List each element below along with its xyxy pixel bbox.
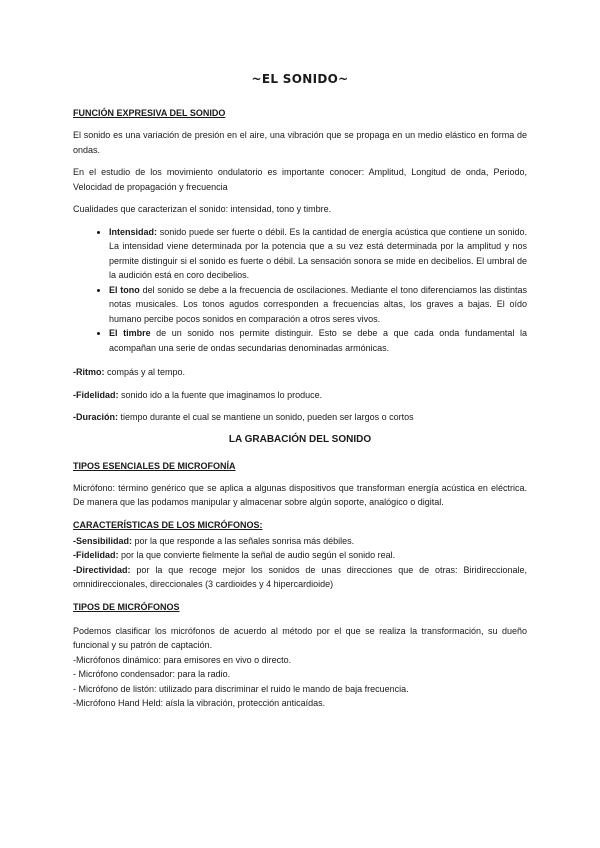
- paragraph-microfono: Micrófono: término genérico que se aplica a algunas dispositivos que transforman energía acústica en eléctrica. De manera que las podamos manipular y almacenar sobre algún soporte, analógico o digital.: [73, 482, 527, 507]
- term-sensibilidad: -Sensibilidad:: [73, 535, 133, 546]
- text-fidelidad: sonido ido a la fuente que imaginamos lo produce.: [118, 389, 323, 400]
- paragraph-ritmo: [73, 365, 527, 380]
- text-sensibilidad: por la que responde a las señales sonrisa más débiles.: [132, 535, 355, 546]
- paragraph-fidelidad: [73, 388, 527, 403]
- list-item-microfono: -Micrófono Hand Held: aísla la vibración, protección anticaídas.: [73, 698, 326, 708]
- term-timbre: El timbre: [109, 328, 151, 338]
- term-mic-fidelidad: -Fidelidad:: [73, 550, 119, 560]
- text-ritmo: compás y al tempo.: [104, 367, 186, 377]
- list-item-microfono: - Micrófono de listón: utilizado para discriminar el ruido le mando de baja frecuencia.: [73, 683, 409, 694]
- paragraph-sensibilidad: [73, 534, 527, 549]
- term-tono: El tono: [109, 284, 140, 295]
- text-duracion: tiempo durante el cual se mantiene un sonido, pueden ser largos o cortos: [118, 412, 414, 422]
- term-duracion: -Duración:: [73, 412, 118, 422]
- paragraph-mic-fidelidad: [73, 548, 527, 563]
- paragraph-cualidades: Cualidades que caracterizan el sonido: intensidad, tono y timbre.: [73, 204, 332, 214]
- paragraph-definition: El sonido es una variación de presión en el aire, una vibración que se propaga en un medio elástico en forma de ondas.: [73, 130, 527, 155]
- term-ritmo: -Ritmo:: [73, 367, 105, 377]
- text-directividad: por la que recoge mejor los sonidos de unas direcciones que de otras: Biridireccionale, omnidireccionales, direccionales (3 cardioides y 4 hipercardioide): [73, 564, 527, 589]
- term-intensidad: Intensidad:: [109, 226, 158, 237]
- paragraph-directividad: [73, 563, 527, 592]
- paragraph-duracion: [73, 410, 527, 425]
- section-heading-caracteristicas: CARACTERÍSTICAS DE LOS MICRÓFONOS:: [73, 519, 263, 530]
- term-fidelidad: -Fidelidad:: [73, 389, 119, 400]
- text-tono: del sonido se debe a la frecuencia de oscilaciones. Mediante el tono diferenciamos las distintas notas musicales. Los tonos agudos corresponden a frecuencias altas, los graves a bajas. El oído humano percibe pocos sonidos en comparación a otros seres vivos.: [109, 284, 527, 324]
- text-intensidad: sonido puede ser fuerte o débil. Es la cantidad de energía acústica que contiene un sonido. La intensidad viene determinada por la potencia que a su vez está determinada por la amplitud y nos permite distinguir si el sonido es fuerte o débil. La sensación sonora se mide en decibelios. El umbral de la audición está en coro decibelios.: [109, 226, 527, 280]
- section-heading-tipos-esenciales: TIPOS ESENCIALES DE MICROFONÍA: [73, 460, 236, 471]
- paragraph-clasificar: Podemos clasificar los micrófonos de acuerdo al método por el que se realiza la transformación, su dueño funcional y su patrón de captación.: [73, 625, 527, 650]
- text-mic-fidelidad: por la que convierte fielmente la señal de audio según el sonido real.: [118, 550, 396, 560]
- paragraph-ondulatorio: En el estudio de los movimiento ondulatorio es importante conocer: Amplitud, Longitud de onda, Periodo, Velocidad de propagación y frecuencia: [73, 167, 527, 192]
- list-item-intensidad: [109, 225, 527, 283]
- section-subtitle-grabacion: LA GRABACIÓN DEL SONIDO: [228, 433, 372, 445]
- list-item-tono: [109, 283, 527, 327]
- section-heading-tipos-microfonos: TIPOS DE MICRÓFONOS: [73, 601, 180, 612]
- section-heading-funcion: FUNCIÓN EXPRESIVA DEL SONIDO: [73, 108, 226, 118]
- list-item-timbre: [109, 326, 527, 355]
- document-title: ~EL SONIDO~: [251, 72, 349, 86]
- list-item-microfono: - Micrófono condensador: para la radio.: [73, 669, 231, 679]
- term-directividad: -Directividad:: [73, 564, 131, 575]
- text-timbre: de un sonido nos permite distinguir. Esto se debe a que cada onda fundamental la acompañan una serie de ondas secundarias denominadas armónicas.: [109, 328, 527, 353]
- qualities-list: [73, 225, 527, 356]
- list-item-microfono: -Micrófonos dinámico: para emisores en vivo o directo.: [73, 654, 292, 665]
